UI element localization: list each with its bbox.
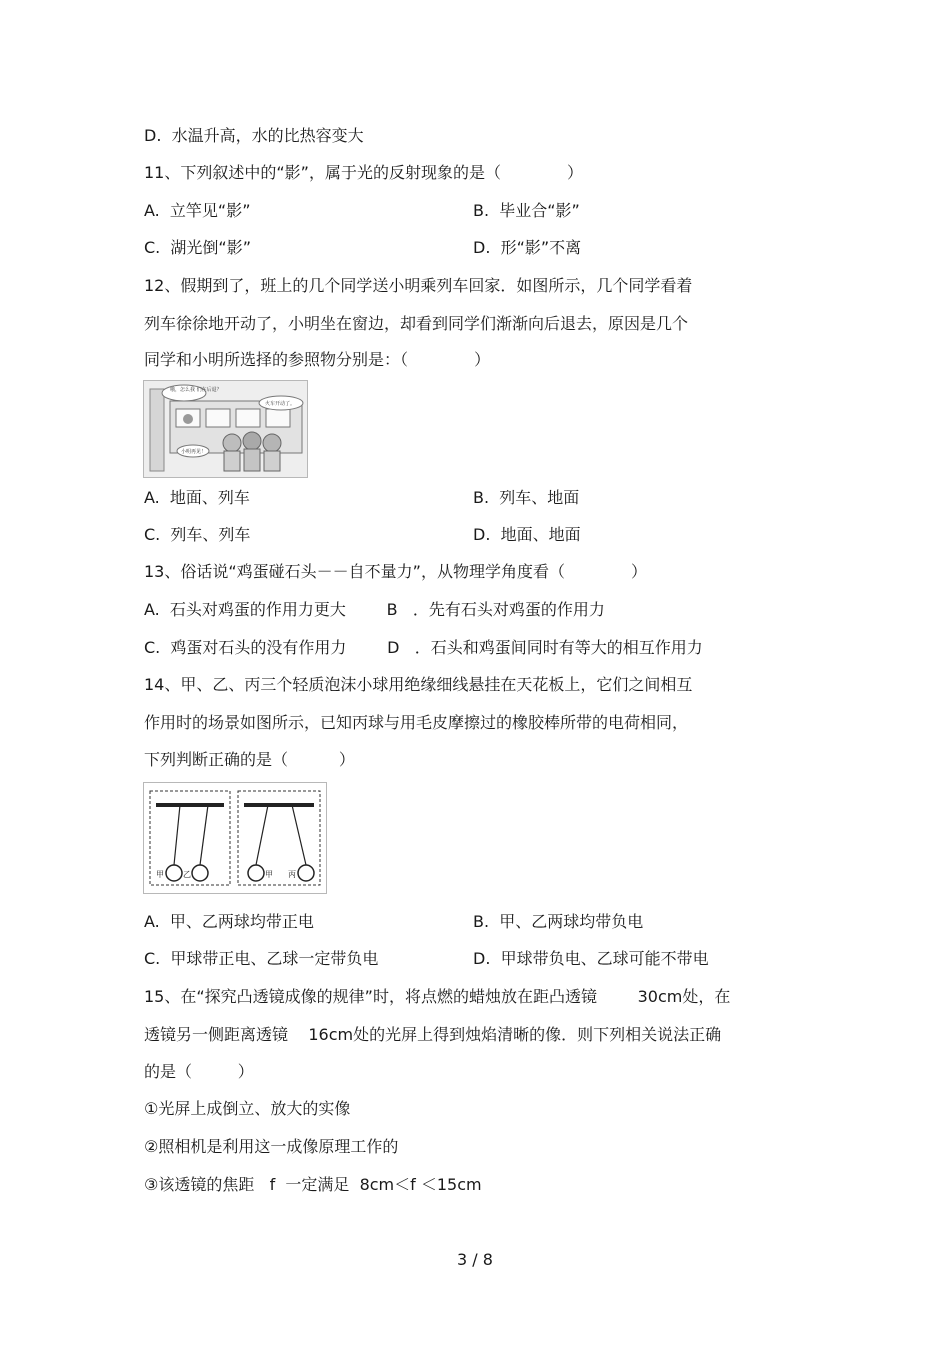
q12-option-b: B. 列车、地面	[473, 488, 580, 507]
q15-stem-line-3: 的是（ ）	[144, 1062, 254, 1081]
q12-option-a: A. 地面、列车	[144, 488, 250, 507]
bubble-bottom-text: 小明再见！	[181, 449, 207, 455]
q14-stem-line-3: 下列判断正确的是（ ）	[144, 750, 355, 769]
q11-option-a: A. 立竿见“影”	[144, 201, 251, 220]
q12-option-c: C. 列车、列车	[144, 525, 251, 544]
bubble-right-text: 火车开动了。	[265, 401, 296, 407]
q15-statement-2: ②照相机是利用这一成像原理工作的	[144, 1137, 399, 1156]
q15-stem-line-2: 透镜另一侧距离透镜 16cm处的光屏上得到烛焰清晰的像．则下列相关说法正确	[144, 1025, 722, 1044]
charged-balls-figure	[143, 782, 327, 894]
q15-statement-1: ①光屏上成倒立、放大的实像	[144, 1099, 351, 1118]
q14-option-d: D. 甲球带负电、乙球可能不带电	[473, 949, 709, 968]
q11-option-c: C. 湖光倒“影”	[144, 238, 252, 257]
q13-options-ab: A. 石头对鸡蛋的作用力更大 B ．先有石头对鸡蛋的作用力	[144, 600, 605, 619]
q14-option-c: C. 甲球带正电、乙球一定带负电	[144, 949, 379, 968]
ball-label-jia-right: 甲	[265, 870, 273, 879]
q11-option-d: D. 形“影”不离	[473, 238, 582, 257]
q11-option-b: B. 毕业合“影”	[473, 201, 580, 220]
ball-label-jia-left: 甲	[156, 870, 164, 879]
ball-label-bing: 丙	[288, 870, 296, 879]
q12-stem-line-1: 12、假期到了，班上的几个同学送小明乘列车回家．如图所示，几个同学看着	[144, 276, 693, 295]
q12-option-d: D. 地面、地面	[473, 525, 581, 544]
q14-option-b: B. 甲、乙两球均带负电	[473, 912, 644, 931]
q12-stem-line-2: 列车徐徐地开动了，小明坐在窗边，却看到同学们渐渐向后退去，原因是几个	[144, 314, 689, 333]
q12-stem-line-3: 同学和小明所选择的参照物分别是：（ ）	[144, 350, 491, 369]
q15-statement-3: ③该透镜的焦距 f 一定满足 8cm＜f ＜15cm	[144, 1175, 482, 1194]
q14-stem-line-1: 14、甲、乙、丙三个轻质泡沫小球用绝缘细线悬挂在天花板上，它们之间相互	[144, 675, 693, 694]
train-illustration	[144, 381, 307, 477]
q15-stem-line-1: 15、在“探究凸透镜成像的规律”时，将点燃的蜡烛放在距凸透镜 30cm处，在	[144, 987, 731, 1006]
q10-option-d: D. 水温升高，水的比热容变大	[144, 126, 364, 145]
ball-label-yi: 乙	[183, 870, 191, 879]
q14-stem-line-2: 作用时的场景如图所示，已知丙球与用毛皮摩擦过的橡胶棒所带的电荷相同，	[144, 713, 689, 732]
bubble-left-text: 哦，怎么我 们在后退？	[170, 387, 222, 393]
q13-options-cd: C. 鸡蛋对石头的没有作用力 D ．石头和鸡蛋间同时有等大的相互作用力	[144, 638, 703, 657]
q14-option-a: A. 甲、乙两球均带正电	[144, 912, 314, 931]
q13-stem: 13、俗话说“鸡蛋碰石头－－自不量力”，从物理学角度看（ ）	[144, 562, 648, 581]
q11-stem: 11、下列叙述中的“影”，属于光的反射现象的是（ ）	[144, 163, 584, 182]
charged-balls-diagram	[144, 783, 326, 893]
page-number: 3 / 8	[457, 1250, 493, 1269]
train-figure	[143, 380, 308, 478]
